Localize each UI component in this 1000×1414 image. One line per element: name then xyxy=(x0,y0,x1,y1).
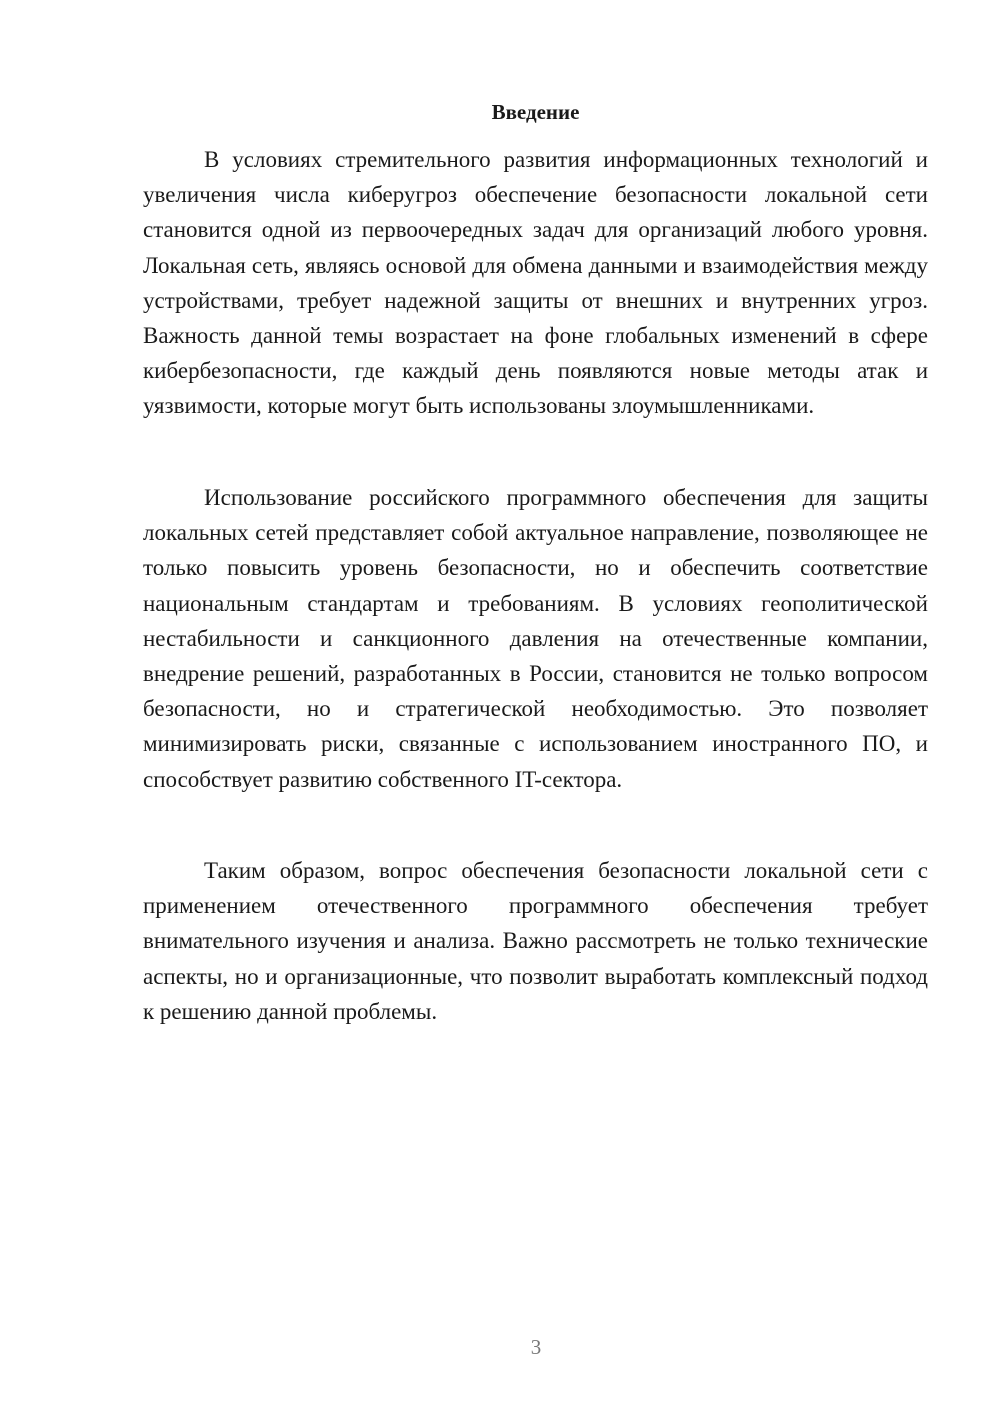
paragraph-3: Таким образом, вопрос обеспечения безопасности локальной сети с применением отечественного программного обеспечения требует внимательного изучения и анализа. Важно рассмотреть не только технические аспекты, но и организационные, что позволит выработать комплексный подход к решению данной проблемы. xyxy=(143,858,928,1024)
paragraph-1: В условиях стремительного развития информационных технологий и увеличения числа киберугроз обеспечение безопасности локальной сети становится одной из первоочередных задач для организаций любого уровня. Локальная сеть, являясь основой для обмена данными и взаимодействия между устройствами, требует надежной защиты от внешних и внутренних угроз. Важность данной темы возрастает на фоне глобальных изменений в сфере кибербезопасности, где каждый день появляются новые методы атак и уязвимости, которые могут быть использованы злоумышленниками. xyxy=(143,147,928,419)
paragraph-2: Использование российского программного обеспечения для защиты локальных сетей представляет собой актуальное направление, позволяющее не только повысить уровень безопасности, но и обеспечить соответствие национальным стандартам и требованиям. В условиях геополитической нестабильности и санкционного давления на отечественные компании, внедрение решений, разработанных в России, становится не только вопросом безопасности, но и стратегической необходимостью. Это позволяет минимизировать риски, связанные с использованием иностранного ПО, и способствует развитию собственного IT-сектора. xyxy=(143,485,928,792)
section-heading: Введение xyxy=(491,100,580,124)
page-number: 3 xyxy=(530,1335,542,1359)
